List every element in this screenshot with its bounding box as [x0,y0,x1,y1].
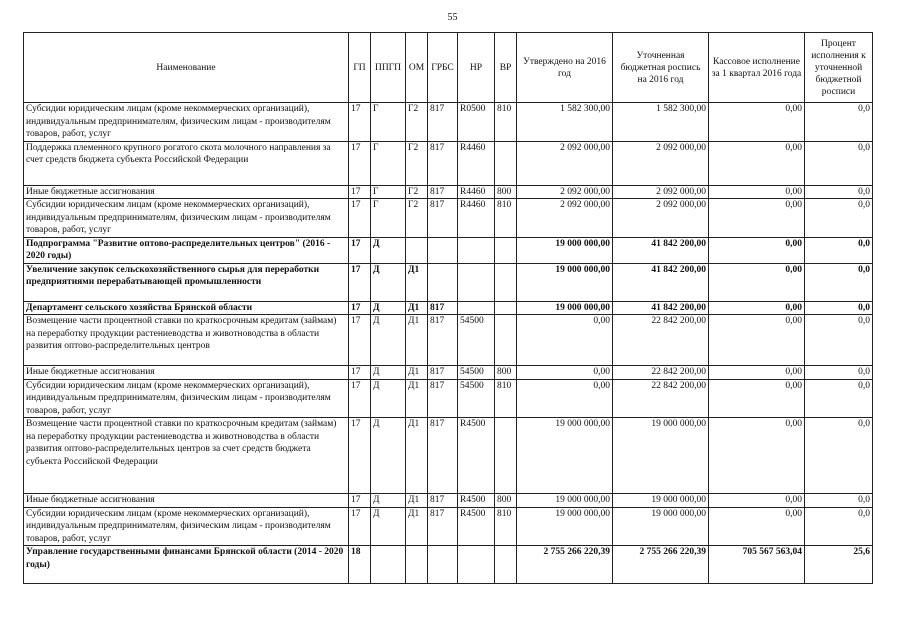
table-row [24,199,873,238]
cell-ppgp: Г [371,199,406,238]
cell-gp: 17 [349,199,371,238]
cell-grbs [428,546,458,584]
cell-approved: 2 755 266 220,39 [517,546,613,584]
cell-om: Г2 [406,103,428,142]
cell-percent: 0,0 [805,379,873,418]
cell-percent: 25,6 [805,546,873,584]
cell-name: Возмещение части процентной ставки по краткосрочным кредитам (займам) на переработку продукции растениеводства и животноводства в области развития оптово-распределительных центров за счет средств бюджета субъекта Российской Федерации [24,418,349,494]
cell-vr [495,141,517,185]
table-row [24,103,873,142]
table-row [24,301,873,315]
table-row [24,315,873,366]
table-row [24,507,873,546]
cell-percent: 0,0 [805,507,873,546]
cell-name: Субсидии юридическим лицам (кроме некоммерческих организаций), индивидуальным предпринимателям, физическим лицам - производителям товаров, работ, услуг [24,507,349,546]
cell-grbs: 817 [428,418,458,494]
cell-gp: 18 [349,546,371,584]
cell-percent: 0,0 [805,185,873,199]
cell-approved: 0,00 [517,366,613,380]
cell-name: Субсидии юридическим лицам (кроме некоммерческих организаций), индивидуальным предпринимателям, физическим лицам - производителям товаров, работ, услуг [24,103,349,142]
cell-cash: 0,00 [709,199,805,238]
cell-refined: 22 842 200,00 [613,366,709,380]
cell-grbs [428,263,458,301]
cell-nr [458,301,495,315]
cell-name: Возмещение части процентной ставки по краткосрочным кредитам (займам) на переработку продукции растениеводства и животноводства в области развития оптово-распределительных центров [24,315,349,366]
cell-percent: 0,0 [805,366,873,380]
cell-name: Подпрограмма "Развитие оптово-распределительных центров" (2016 - 2020 годы) [24,237,349,263]
cell-ppgp: Г [371,185,406,199]
table-row [24,379,873,418]
cell-refined: 2 092 000,00 [613,185,709,199]
cell-cash: 0,00 [709,141,805,185]
cell-refined: 2 092 000,00 [613,199,709,238]
cell-nr: 54500 [458,379,495,418]
cell-cash: 0,00 [709,315,805,366]
cell-om: Д1 [406,494,428,508]
cell-name: Субсидии юридическим лицам (кроме некоммерческих организаций), индивидуальным предпринимателям, физическим лицам - производителям товаров, работ, услуг [24,379,349,418]
cell-ppgp: Д [371,315,406,366]
cell-ppgp [371,546,406,584]
cell-gp: 17 [349,379,371,418]
cell-ppgp: Д [371,237,406,263]
cell-gp: 17 [349,301,371,315]
cell-vr [495,315,517,366]
cell-grbs: 817 [428,494,458,508]
cell-gp: 17 [349,507,371,546]
cell-om: Д1 [406,418,428,494]
cell-om: Г2 [406,199,428,238]
cell-gp: 17 [349,494,371,508]
table-header-row [24,33,873,103]
cell-vr: 810 [495,507,517,546]
cell-percent: 0,0 [805,237,873,263]
cell-gp: 17 [349,366,371,380]
cell-nr: R4460 [458,199,495,238]
cell-approved: 19 000 000,00 [517,494,613,508]
header-cash: Кассовое исполнение за 1 квартал 2016 года [709,33,805,103]
cell-nr: 54500 [458,315,495,366]
cell-gp: 17 [349,185,371,199]
cell-cash: 0,00 [709,507,805,546]
cell-name: Иные бюджетные ассигнования [24,366,349,380]
cell-vr [495,418,517,494]
cell-gp: 17 [349,418,371,494]
cell-cash: 0,00 [709,185,805,199]
cell-nr: R0500 [458,103,495,142]
cell-percent: 0,0 [805,418,873,494]
cell-om: Д1 [406,379,428,418]
cell-cash: 0,00 [709,237,805,263]
cell-om: Д1 [406,366,428,380]
header-gp: ГП [349,33,371,103]
header-percent: Процент исполнения к уточненной бюджетной росписи [805,33,873,103]
cell-cash: 0,00 [709,366,805,380]
cell-om [406,237,428,263]
page-number: 55 [447,12,458,23]
cell-percent: 0,0 [805,494,873,508]
cell-grbs: 817 [428,103,458,142]
cell-nr: 54500 [458,366,495,380]
cell-vr: 810 [495,379,517,418]
header-approved: Утверждено на 2016 год [517,33,613,103]
cell-om: Д1 [406,507,428,546]
cell-grbs: 817 [428,185,458,199]
cell-nr: R4460 [458,185,495,199]
header-vr: ВР [495,33,517,103]
cell-nr: R4500 [458,507,495,546]
cell-om: Г2 [406,141,428,185]
cell-cash: 0,00 [709,379,805,418]
table-row [24,185,873,199]
cell-grbs: 817 [428,301,458,315]
cell-gp: 17 [349,237,371,263]
cell-cash: 0,00 [709,494,805,508]
cell-refined: 1 582 300,00 [613,103,709,142]
cell-grbs: 817 [428,315,458,366]
header-name: Наименование [24,33,349,103]
cell-name: Поддержка племенного крупного рогатого скота молочного направления за счет средств бюджета субъекта Российской Федерации [24,141,349,185]
cell-vr: 800 [495,185,517,199]
cell-cash: 0,00 [709,418,805,494]
cell-name: Департамент сельского хозяйства Брянской области [24,301,349,315]
cell-cash: 0,00 [709,263,805,301]
cell-approved: 2 092 000,00 [517,141,613,185]
cell-refined: 19 000 000,00 [613,507,709,546]
table-body [24,103,873,584]
cell-vr: 810 [495,199,517,238]
table-row [24,546,873,584]
cell-name: Иные бюджетные ассигнования [24,494,349,508]
cell-grbs [428,237,458,263]
cell-approved: 19 000 000,00 [517,263,613,301]
cell-refined: 41 842 200,00 [613,237,709,263]
cell-approved: 0,00 [517,379,613,418]
cell-vr: 810 [495,103,517,142]
cell-vr [495,301,517,315]
cell-om: Г2 [406,185,428,199]
cell-cash: 0,00 [709,301,805,315]
cell-approved: 0,00 [517,315,613,366]
cell-refined: 22 842 200,00 [613,315,709,366]
cell-name: Управление государственными финансами Брянской области (2014 - 2020 годы) [24,546,349,584]
cell-ppgp: Д [371,494,406,508]
cell-om: Д1 [406,315,428,366]
cell-name: Субсидии юридическим лицам (кроме некоммерческих организаций), индивидуальным предпринимателям, физическим лицам - производителям товаров, работ, услуг [24,199,349,238]
table-row [24,263,873,301]
cell-vr [495,546,517,584]
cell-refined: 19 000 000,00 [613,494,709,508]
cell-approved: 19 000 000,00 [517,301,613,315]
cell-cash: 0,00 [709,103,805,142]
cell-percent: 0,0 [805,301,873,315]
cell-nr [458,237,495,263]
cell-approved: 19 000 000,00 [517,418,613,494]
cell-nr [458,546,495,584]
header-grbs: ГРБС [428,33,458,103]
cell-refined: 2 755 266 220,39 [613,546,709,584]
cell-approved: 19 000 000,00 [517,507,613,546]
cell-refined: 41 842 200,00 [613,301,709,315]
cell-refined: 19 000 000,00 [613,418,709,494]
cell-nr: R4460 [458,141,495,185]
cell-om: Д1 [406,301,428,315]
cell-nr: R4500 [458,418,495,494]
cell-gp: 17 [349,315,371,366]
cell-grbs: 817 [428,141,458,185]
cell-vr [495,237,517,263]
cell-ppgp: Д [371,301,406,315]
cell-om [406,546,428,584]
cell-grbs: 817 [428,366,458,380]
cell-ppgp: Д [371,366,406,380]
cell-ppgp: Д [371,379,406,418]
cell-ppgp: Д [371,263,406,301]
header-om: ОМ [406,33,428,103]
cell-percent: 0,0 [805,141,873,185]
cell-gp: 17 [349,103,371,142]
cell-ppgp: Д [371,418,406,494]
cell-percent: 0,0 [805,263,873,301]
cell-nr: R4500 [458,494,495,508]
cell-gp: 17 [349,263,371,301]
cell-nr [458,263,495,301]
table-row [24,141,873,185]
cell-name: Иные бюджетные ассигнования [24,185,349,199]
cell-refined: 2 092 000,00 [613,141,709,185]
header-nr: НР [458,33,495,103]
cell-om: Д1 [406,263,428,301]
cell-grbs: 817 [428,199,458,238]
cell-percent: 0,0 [805,103,873,142]
cell-vr [495,263,517,301]
header-ppgp: ППГП [371,33,406,103]
cell-vr: 800 [495,494,517,508]
cell-approved: 19 000 000,00 [517,237,613,263]
table-row [24,237,873,263]
header-refined: Уточненная бюджетная роспись на 2016 год [613,33,709,103]
cell-cash: 705 567 563,04 [709,546,805,584]
cell-grbs: 817 [428,507,458,546]
table-row [24,418,873,494]
cell-refined: 41 842 200,00 [613,263,709,301]
cell-vr: 800 [495,366,517,380]
cell-approved: 1 582 300,00 [517,103,613,142]
budget-table [23,32,873,584]
cell-percent: 0,0 [805,315,873,366]
cell-ppgp: Г [371,141,406,185]
cell-gp: 17 [349,141,371,185]
cell-approved: 2 092 000,00 [517,185,613,199]
cell-approved: 2 092 000,00 [517,199,613,238]
cell-ppgp: Д [371,507,406,546]
cell-refined: 22 842 200,00 [613,379,709,418]
cell-name: Увеличение закупок сельскохозяйственного сырья для переработки предприятиями перерабатывающей промышленности [24,263,349,301]
cell-percent: 0,0 [805,199,873,238]
cell-grbs: 817 [428,379,458,418]
table-row [24,366,873,380]
cell-ppgp: Г [371,103,406,142]
table-row [24,494,873,508]
